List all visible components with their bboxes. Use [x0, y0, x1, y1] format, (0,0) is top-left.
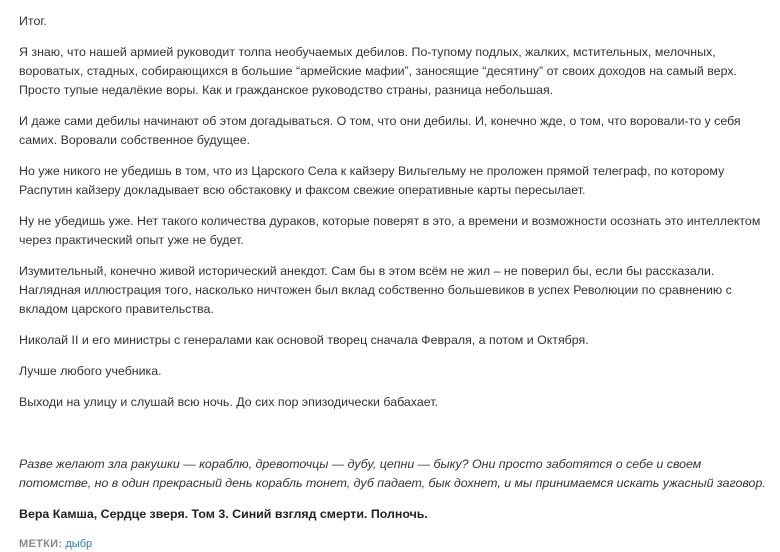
post-paragraph: Я знаю, что нашей армией руководит толпа необучаемых дебилов. По-тупому подлых, жалких, мстительных, мелочных, вороватых, стадных, собирающихся в большие “армейские мафии”, заносящие “десятину” от своих доходов на самый верх. Просто тупые недалёкие воры. Как и гражданское руководство страны, разница небольшая.: [19, 45, 737, 97]
tags-label: МЕТКИ:: [19, 538, 63, 550]
post-paragraph: Лучше любого учебника.: [19, 364, 162, 378]
post-paragraph: Николай II и его министры с генералами как основой творец сначала Февраля, а потом и Октября.: [19, 333, 589, 347]
post-paragraph: Наглядная иллюстрация того, насколько ничтожен был вклад собственно большевиков в успех Революции по сравнению с вкладом царского правительства.: [19, 283, 732, 316]
tags-row: [19, 536, 771, 552]
post-paragraph: Итог.: [19, 14, 47, 28]
post-paragraph: Изумительный, конечно живой исторический анекдот. Сам бы в этом всём не жил – не поверил бы, если бы рассказали.: [19, 264, 715, 278]
post-paragraph: Ну не убедишь уже. Нет такого количества дураков, которые поверят в это, а времени и возможности осознать это интеллектом через практический опыт уже не будет.: [19, 214, 761, 247]
post-paragraph: Выходи на улицу и слушай всю ночь. До сих пор эпизодически бабахает.: [19, 395, 438, 409]
post-body: [19, 12, 771, 552]
post-paragraph: И даже сами дебилы начинают об этом догадываться. О том, что они дебилы. И, конечно жде, о том, что воровали-то у себя самих. Воровали собственное будущее.: [19, 114, 741, 147]
tag-link-dybr[interactable]: дыбр: [65, 538, 93, 550]
post-paragraph: Но уже никого не убедишь в том, что из Царского Села к кайзеру Вильгельму не проложен прямой телеграф, по которому Распутин кайзеру докладывает всю обстаковку и факсом свежие оперативные карты пересылает.: [19, 164, 725, 197]
spacer: [19, 424, 771, 455]
epigraph-quote: Разве желают зла ракушки — кораблю, древоточцы — дубу, цепни — быку? Они просто заботятся о себе и своем потомстве, но в один прекрасный день корабль тонет, дуб падает, бык дохнет, и мы принимаемся искать ужасный заговор.: [19, 457, 766, 490]
quote-source: Вера Камша, Сердце зверя. Том 3. Синий взгляд смерти. Полночь.: [19, 507, 428, 521]
